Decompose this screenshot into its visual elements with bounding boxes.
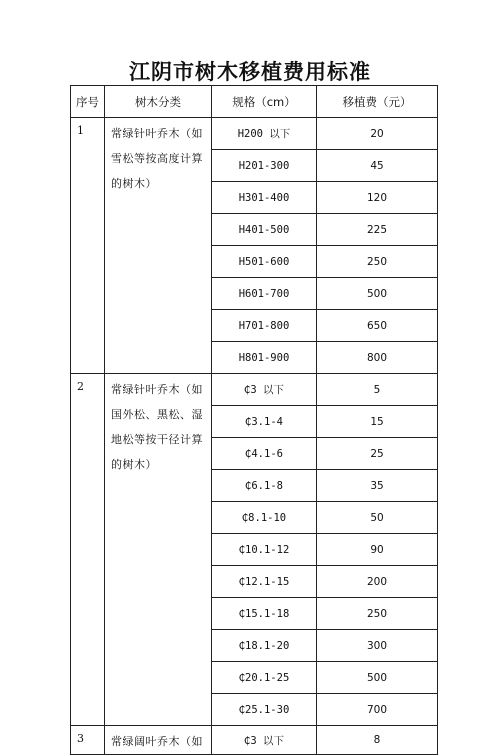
fee-cell: 800 bbox=[317, 342, 438, 374]
spec-cell: ₵18.1-20 bbox=[212, 630, 317, 662]
fee-cell: 5 bbox=[317, 374, 438, 406]
spec-cell: ₵10.1-12 bbox=[212, 534, 317, 566]
group-category: 常绿阔叶乔木（如 bbox=[105, 726, 212, 755]
spec-cell: H301-400 bbox=[212, 182, 317, 214]
spec-cell: ₵6.1-8 bbox=[212, 470, 317, 502]
fee-cell: 200 bbox=[317, 566, 438, 598]
group-category: 常绿针叶乔木（如雪松等按高度计算的树木） bbox=[105, 118, 212, 374]
header-index: 序号 bbox=[71, 86, 105, 118]
fee-cell: 250 bbox=[317, 246, 438, 278]
spec-cell: ₵20.1-25 bbox=[212, 662, 317, 694]
spec-cell: H201-300 bbox=[212, 150, 317, 182]
fee-cell: 500 bbox=[317, 662, 438, 694]
spec-cell: ₵4.1-6 bbox=[212, 438, 317, 470]
fee-cell: 8 bbox=[317, 726, 438, 755]
spec-cell: H601-700 bbox=[212, 278, 317, 310]
header-fee: 移植费（元） bbox=[317, 86, 438, 118]
fee-cell: 90 bbox=[317, 534, 438, 566]
fee-cell: 120 bbox=[317, 182, 438, 214]
spec-cell: ₵12.1-15 bbox=[212, 566, 317, 598]
fee-cell: 50 bbox=[317, 502, 438, 534]
fee-standard-table bbox=[70, 85, 438, 755]
table-row bbox=[71, 726, 438, 755]
spec-cell: H501-600 bbox=[212, 246, 317, 278]
group-category: 常绿针叶乔木（如国外松、黑松、湿地松等按干径计算的树木） bbox=[105, 374, 212, 726]
spec-cell: H801-900 bbox=[212, 342, 317, 374]
header-category: 树木分类 bbox=[105, 86, 212, 118]
spec-cell: ₵3.1-4 bbox=[212, 406, 317, 438]
fee-cell: 20 bbox=[317, 118, 438, 150]
fee-cell: 225 bbox=[317, 214, 438, 246]
fee-cell: 45 bbox=[317, 150, 438, 182]
fee-cell: 25 bbox=[317, 438, 438, 470]
spec-cell: ₵15.1-18 bbox=[212, 598, 317, 630]
fee-cell: 15 bbox=[317, 406, 438, 438]
group-index: 2 bbox=[71, 374, 105, 726]
fee-cell: 300 bbox=[317, 630, 438, 662]
fee-cell: 500 bbox=[317, 278, 438, 310]
spec-cell: ₵25.1-30 bbox=[212, 694, 317, 726]
spec-cell: ₵8.1-10 bbox=[212, 502, 317, 534]
spec-cell: ₵3 以下 bbox=[212, 374, 317, 406]
group-index: 3 bbox=[71, 726, 105, 755]
fee-cell: 700 bbox=[317, 694, 438, 726]
table-row bbox=[71, 118, 438, 150]
fee-cell: 35 bbox=[317, 470, 438, 502]
page-title: 江阴市树木移植费用标准 bbox=[129, 59, 371, 84]
spec-cell: H200 以下 bbox=[212, 118, 317, 150]
spec-cell: H701-800 bbox=[212, 310, 317, 342]
spec-cell: H401-500 bbox=[212, 214, 317, 246]
table-row bbox=[71, 374, 438, 406]
spec-cell: ₵3 以下 bbox=[212, 726, 317, 755]
group-index: 1 bbox=[71, 118, 105, 374]
fee-cell: 650 bbox=[317, 310, 438, 342]
header-spec: 规格（cm） bbox=[212, 86, 317, 118]
fee-cell: 250 bbox=[317, 598, 438, 630]
table-header-row bbox=[71, 86, 438, 118]
